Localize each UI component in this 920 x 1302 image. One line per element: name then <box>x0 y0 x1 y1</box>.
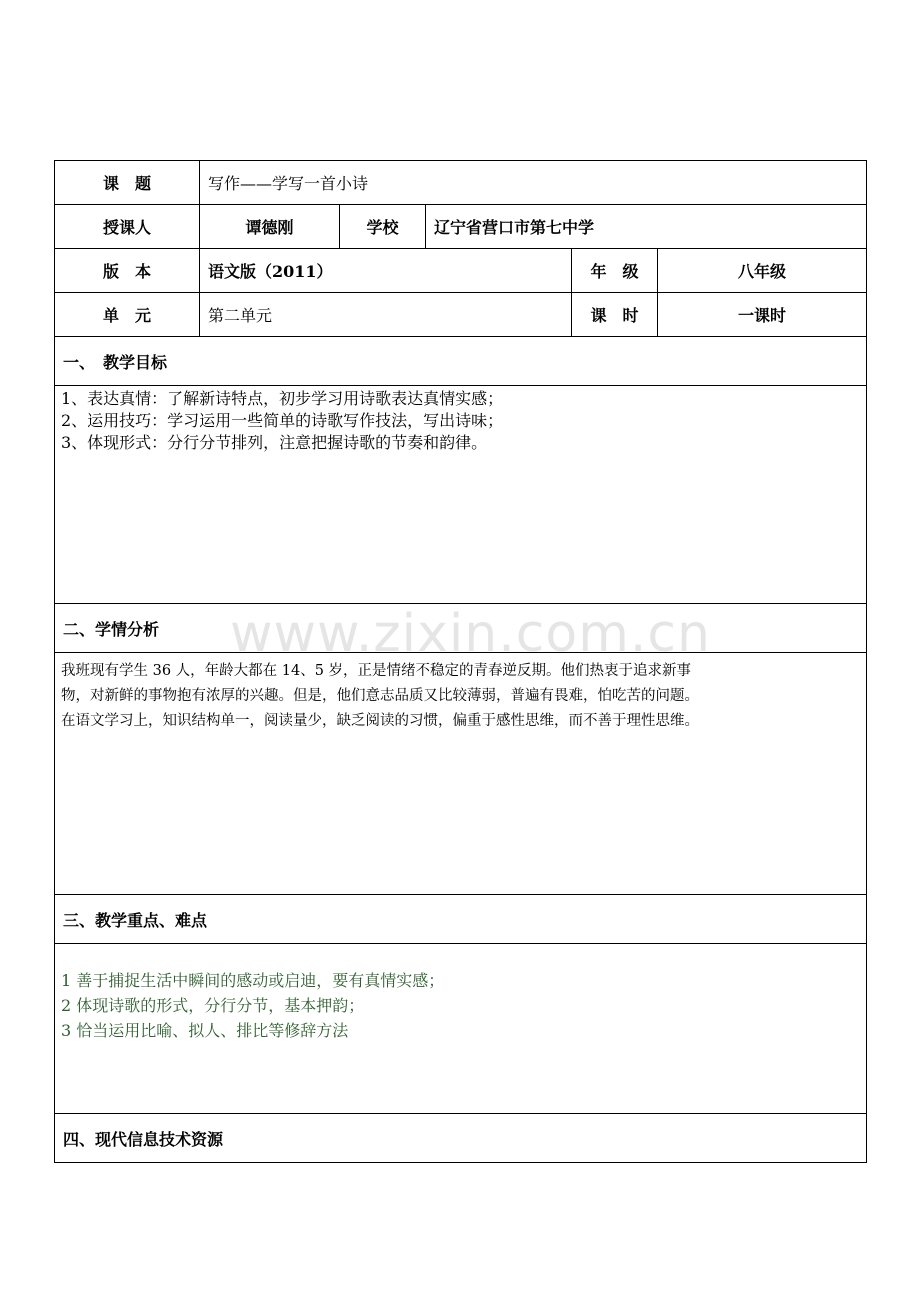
body-line: 1 善于捕捉生活中瞬间的感动或启迪，要有真情实感； <box>61 971 445 990</box>
section-title: 二、学情分析 <box>55 604 867 653</box>
edition-row <box>55 249 867 293</box>
section-objectives-header <box>55 337 867 386</box>
unit-value: 第二单元 <box>200 293 572 337</box>
section-body <box>55 386 867 604</box>
body-line: 3、体现形式：分行分节排列，注意把握诗歌的节奏和韵律。 <box>61 433 488 452</box>
body-line: 我班现有学生 36 人，年龄大都在 14、5 岁，正是情绪不稳定的青春逆反期。他们热衷于追求新事 <box>61 663 692 679</box>
period-value: 一课时 <box>658 293 867 337</box>
edition-label: 版 本 <box>55 249 200 293</box>
watermark: www.zixin.com.cn <box>230 604 711 664</box>
body-line: 3 恰当运用比喻、拟人、排比等修辞方法 <box>61 1021 349 1040</box>
section-title: 三、教学重点、难点 <box>55 895 867 944</box>
body-line: 2、运用技巧：学习运用一些简单的诗歌写作技法，写出诗味； <box>61 411 504 430</box>
section-analysis-header <box>55 604 867 653</box>
period-label: 课 时 <box>572 293 658 337</box>
teacher-label: 授课人 <box>55 205 200 249</box>
body-line: 在语文学习上，知识结构单一，阅读量少，缺乏阅读的习惯，偏重于感性思维，而不善于理性思维。 <box>61 713 699 729</box>
section-body <box>55 944 867 1114</box>
section-focus-header <box>55 895 867 944</box>
topic-label: 课 题 <box>55 161 200 205</box>
section-focus-body <box>55 944 867 1114</box>
section-title: 四、现代信息技术资源 <box>55 1114 867 1163</box>
body-line: 2 体现诗歌的形式，分行分节，基本押韵； <box>61 996 365 1015</box>
body-line: 物，对新鲜的事物抱有浓厚的兴趣。但是，他们意志品质又比较薄弱，普遍有畏难，怕吃苦的问题。 <box>61 688 699 704</box>
teacher-value: 谭德刚 <box>200 205 340 249</box>
section-objectives-body <box>55 386 867 604</box>
edition-value: 语文版（2011） <box>200 249 572 293</box>
section-title: 一、 教学目标 <box>55 337 867 386</box>
unit-label: 单 元 <box>55 293 200 337</box>
lesson-plan-sheet <box>54 160 866 1163</box>
lesson-plan-table <box>54 160 867 1163</box>
topic-value: 写作——学写一首小诗 <box>200 161 867 205</box>
grade-value: 八年级 <box>658 249 867 293</box>
body-line: 1、表达真情：了解新诗特点，初步学习用诗歌表达真情实感； <box>61 389 504 408</box>
section-resources-header <box>55 1114 867 1163</box>
grade-label: 年 级 <box>572 249 658 293</box>
school-value: 辽宁省营口市第七中学 <box>426 205 867 249</box>
teacher-row <box>55 205 867 249</box>
school-label: 学校 <box>340 205 426 249</box>
section-body <box>55 653 867 895</box>
section-analysis-body <box>55 653 867 895</box>
topic-row <box>55 161 867 205</box>
unit-row <box>55 293 867 337</box>
